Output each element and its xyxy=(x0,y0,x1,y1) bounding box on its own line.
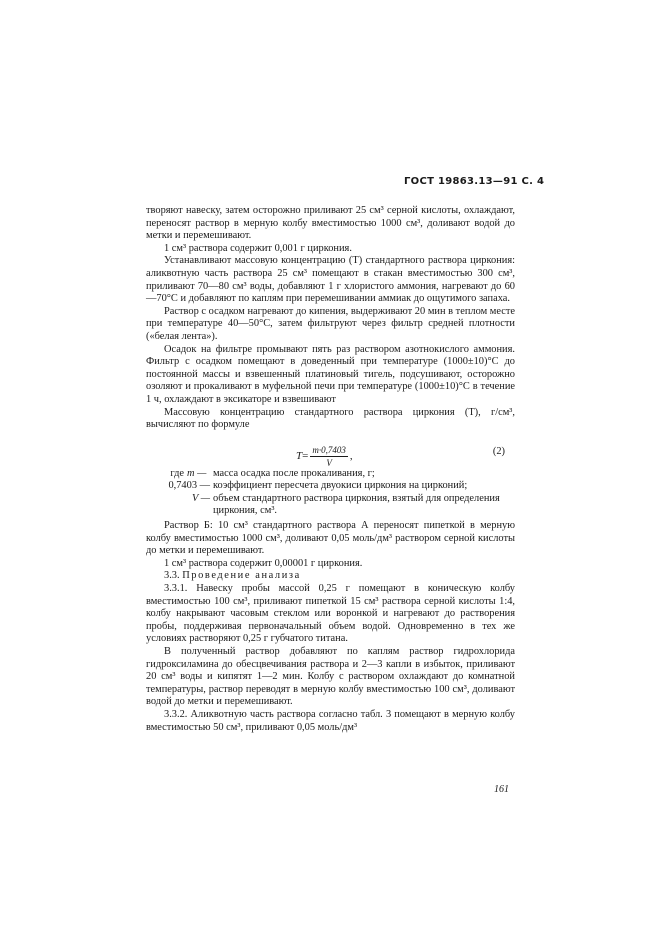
paragraph: 3.3.2. Аликвотную часть раствора согласно табл. 3 помещают в мерную колбу вместимостью 50 см³, приливают 0,05 моль/дм³ xyxy=(146,708,515,733)
formula-number: (2) xyxy=(492,445,505,457)
formula-block xyxy=(146,438,515,469)
definitions xyxy=(146,468,515,518)
paragraph: 3.3.1. Навеску пробы массой 0,25 г помещают в коническую колбу вместимостью 100 см³, приливают пипеткой 15 см³ раствора серной кислоты 1:4, колбу накрывают часовым стеклом или воронкой и нагревают до растворения пробы, поддерживая первоначальный объем водой. Одновременно в тех же условиях растворяют 0,25 г губчатого титана. xyxy=(146,583,515,645)
definition-text: коэффициент пересчета двуокиси циркония на цирконий; xyxy=(213,480,468,492)
page-header: ГОСТ 19863.13—91 С. 4 xyxy=(404,176,545,187)
paragraph: Устанавливают массовую концентрацию (Т) стандартного раствора циркония: аликвотную часть раствора 25 см³ помещают в стакан вместимостью 300 см³, приливают 70—80 см³ воды, добавляют 1 г хлористого аммония, нагревают до 60—70°С и добавляют по каплям при перемешивании аммиак до ощутимого запаха. xyxy=(146,255,515,305)
paragraph: 1 см³ раствора содержит 0,00001 г циркония. xyxy=(164,557,363,569)
formula-denominator: V xyxy=(326,458,332,469)
page-number: 161 xyxy=(494,784,509,795)
section-number: 3.3. xyxy=(164,570,180,582)
paragraph: Осадок на фильтре промывают пять раз раствором азотнокислого аммония. Фильтр с осадком помещают в доведенный при температуре (1000±10)°С до постоянной массы и взвешенный платиновый тигель, подсушивают, осторожно озоляют и прокаливают в муфельной печи при температуре (1000±10)°С в течение 1 ч, охлаждают в эксикаторе и взвешивают xyxy=(146,343,515,405)
section-heading xyxy=(146,570,515,583)
definition-row xyxy=(146,493,515,518)
definition-prefix: 0,7403 — xyxy=(168,480,210,492)
definition-text: объем стандартного раствора циркония, взятый для определения циркония, см³. xyxy=(213,492,500,517)
formula-lhs: T xyxy=(296,450,303,463)
definition-prefix: V — xyxy=(192,492,210,504)
formula-fraction xyxy=(310,444,348,470)
formula xyxy=(296,444,353,470)
paragraph: Раствор с осадком нагревают до кипения, выдерживают 20 мин в теплом месте при температуре 40—50°С, затем фильтруют через фильтр средней плотности («белая лента»). xyxy=(146,305,515,342)
section-title: Проведение анализа xyxy=(182,570,301,582)
paragraph: Массовую концентрацию стандартного раствора циркония (Т), г/см³, вычисляют по формуле xyxy=(146,406,515,431)
paragraph: В полученный раствор добавляют по каплям раствор гидрохлорида гидроксиламина до обесцвечивания раствора и 2—3 капли в избыток, приливают 20 см³ воды и кипятят 1—2 мин. Колбу с раствором охлаждают до комнатной температуры, раствор переводят в мерную колбу вместимостью 100 см³, доливают водой до метки и перемешивают. xyxy=(146,646,515,708)
definition-prefix: где xyxy=(170,467,184,479)
paragraph: 1 см³ раствора содержит 0,001 г циркония. xyxy=(164,242,352,254)
paragraph: Раствор Б: 10 см³ стандартного раствора А переносят пипеткой в мерную колбу вместимостью 1000 см³, доливают 0,05 моль/дм³ раствором серной кислоты до метки и перемешивают. xyxy=(146,520,515,557)
definition-row xyxy=(146,480,515,493)
formula-numerator: m·0,7403 xyxy=(310,444,348,458)
formula-trail: , xyxy=(349,450,353,463)
paragraph: творяют навеску, затем осторожно приливают 25 см³ серной кислоты, охлаждают, переносят раствор в мерную колбу вместимостью 1000 см³, доливают водой до метки и перемешивают. xyxy=(146,205,515,242)
formula-eq: = xyxy=(302,450,309,463)
definition-text: масса осадка после прокаливания, г; xyxy=(213,467,375,479)
document-body xyxy=(146,205,515,734)
definition-symbol: m — xyxy=(187,467,207,479)
